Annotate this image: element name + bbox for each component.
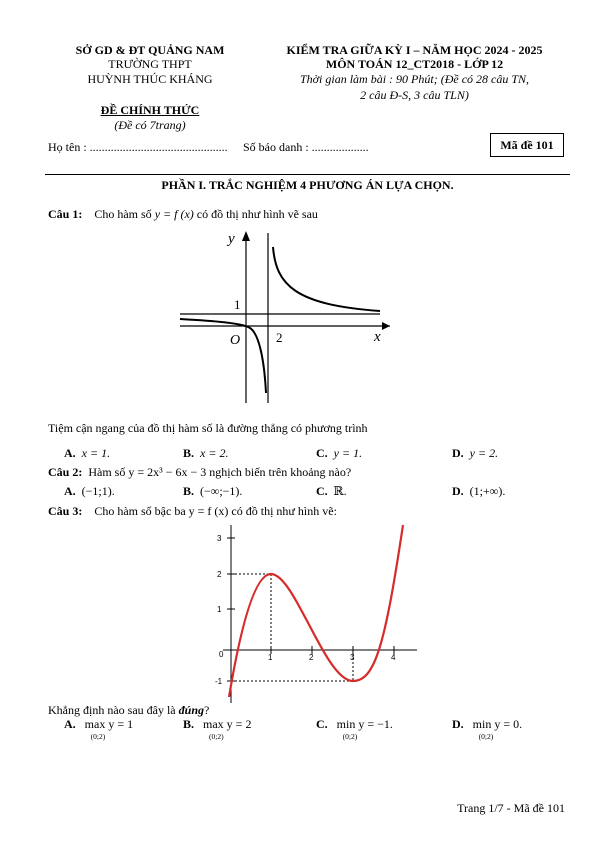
- school-name: HUỲNH THÚC KHÁNG: [87, 72, 213, 86]
- q1-curve-right: [273, 247, 380, 311]
- q2-option-d[interactable]: [452, 484, 505, 499]
- q1-two-label: 2: [276, 330, 283, 345]
- q2-option-b[interactable]: [183, 484, 242, 499]
- q1-option-d-label: D.: [452, 446, 464, 460]
- q3-option-b[interactable]: [183, 717, 251, 741]
- q2-option-a-label: A.: [64, 484, 76, 498]
- q1-fx: y = f (x): [154, 207, 194, 221]
- q1-curve-left: [180, 319, 266, 393]
- q3-xtick-1: 1: [268, 653, 273, 662]
- q1-option-b-text: x = 2.: [200, 446, 229, 460]
- q1-text-pre: Cho hàm số: [94, 207, 152, 221]
- pages-note: (Đề có 7trang): [114, 118, 186, 132]
- q2-text: Hàm số y = 2x³ − 6x − 3 nghịch biến trên khoảng nào?: [88, 465, 352, 479]
- q3-option-a-sub: (0;2): [90, 732, 106, 741]
- subject-title: MÔN TOÁN 12_CT2018 - LỚP 12: [325, 57, 504, 71]
- q3-option-b-sub: (0;2): [209, 732, 224, 741]
- page-footer: Trang 1/7 - Mã đề 101: [457, 801, 565, 815]
- q3-question-post: ?: [204, 703, 210, 717]
- exam-code-box: [490, 133, 564, 157]
- q3-xtick-2: 2: [309, 653, 314, 662]
- q3-option-d-text: min y = 0.: [472, 717, 523, 731]
- q3-xtick-3: 3: [350, 653, 355, 662]
- q1-y-arrow: [242, 231, 250, 241]
- school-type: TRƯỜNG THPT: [108, 57, 192, 71]
- q3-option-a-label: A.: [64, 717, 76, 731]
- q3-ytick-3: 3: [217, 534, 222, 543]
- official-label: ĐỀ CHÍNH THỨC: [100, 103, 200, 117]
- q3-option-b-label: B.: [183, 717, 195, 731]
- q3-xtick-4: 4: [391, 653, 396, 662]
- q1-option-a-text: x = 1.: [81, 446, 111, 460]
- q2-option-d-label: D.: [452, 484, 464, 498]
- q3-cubic-curve: [229, 525, 403, 697]
- time-note-2: 2 câu Đ-S, 3 câu TLN): [360, 88, 469, 102]
- q2-option-a-text: (−1;1).: [81, 484, 115, 498]
- q3-label: Câu 3:: [48, 504, 83, 518]
- section-title: PHẦN I. TRẮC NGHIỆM 4 PHƯƠNG ÁN LỰA CHỌN.: [161, 178, 454, 192]
- q1-option-a-label: A.: [64, 446, 76, 460]
- q1-option-b[interactable]: [183, 446, 228, 461]
- q3-option-d-sub: (0;2): [478, 732, 494, 741]
- exam-title: KIỂM TRA GIỮA KỲ I – NĂM HỌC 2024 - 2025: [286, 43, 543, 57]
- q2-label: Câu 2:: [48, 465, 83, 479]
- q3-graph: [205, 525, 420, 705]
- q3-option-c-sub: (0;2): [342, 732, 358, 741]
- q2-line: [48, 465, 351, 480]
- q1-option-b-label: B.: [183, 446, 195, 460]
- time-note: Thời gian làm bài : 90 Phút; (Đề có 28 câu TN,: [299, 72, 530, 86]
- q1-label: Câu 1:: [48, 207, 83, 221]
- q3-ytick-neg1: -1: [215, 677, 223, 686]
- q1-option-c-label: C.: [316, 446, 328, 460]
- q2-option-b-text: (−∞;−1).: [200, 484, 243, 498]
- q3-text: Cho hàm số bậc ba y = f (x) có đồ thị như hình vẽ:: [94, 504, 337, 518]
- q3-question-pre: Khẳng định nào sau đây là: [48, 703, 176, 717]
- q3-question-bold: đúng: [178, 703, 204, 717]
- q1-text-post: có đồ thị như hình vẽ sau: [196, 207, 318, 221]
- q1-question: Tiệm cận ngang của đồ thị hàm số là đường thẳng có phương trình: [48, 421, 368, 435]
- q1-x-arrow: [382, 322, 390, 330]
- q1-option-c-text: y = 1.: [333, 446, 363, 460]
- exam-code: Mã đề 101: [500, 137, 554, 152]
- divider: [45, 174, 570, 175]
- q3-option-a[interactable]: [64, 717, 133, 741]
- q2-option-c-label: C.: [316, 484, 328, 498]
- q1-y-label: y: [228, 231, 235, 247]
- q3-option-d-label: D.: [452, 717, 464, 731]
- q1-option-d-text: y = 2.: [469, 446, 499, 460]
- q2-option-b-label: B.: [183, 484, 195, 498]
- q2-option-d-text: (1;+∞).: [469, 484, 506, 498]
- q3-question: [48, 703, 209, 718]
- q1-origin-label: O: [230, 333, 241, 348]
- q1-x-label: x: [374, 329, 381, 345]
- q3-option-a-text: max y = 1: [84, 717, 134, 731]
- q3-option-c[interactable]: [316, 717, 393, 741]
- dept-name: SỞ GD & ĐT QUẢNG NAM: [75, 43, 225, 57]
- q1-option-a[interactable]: [64, 446, 110, 461]
- name-field[interactable]: Họ tên : ..............................................: [48, 140, 228, 154]
- q3-option-b-text: max y = 2: [203, 717, 252, 731]
- q3-line: [48, 504, 337, 519]
- student-id-field[interactable]: Số báo danh : ...................: [243, 140, 369, 154]
- q1-option-c[interactable]: [316, 446, 362, 461]
- q3-option-d[interactable]: [452, 717, 522, 741]
- q2-option-c[interactable]: [316, 484, 347, 499]
- q3-option-c-label: C.: [316, 717, 328, 731]
- q2-option-c-text: ℝ.: [333, 484, 347, 498]
- q1-one-label: 1: [234, 297, 241, 312]
- q3-ytick-1: 1: [217, 605, 222, 614]
- q3-option-c-text: min y = −1.: [336, 717, 393, 731]
- q1-option-d[interactable]: [452, 446, 498, 461]
- q3-ytick-0: 0: [219, 650, 224, 659]
- q2-option-a[interactable]: [64, 484, 115, 499]
- q1-graph: [170, 225, 400, 410]
- q3-ytick-2: 2: [217, 570, 222, 579]
- q1-line: [48, 207, 318, 222]
